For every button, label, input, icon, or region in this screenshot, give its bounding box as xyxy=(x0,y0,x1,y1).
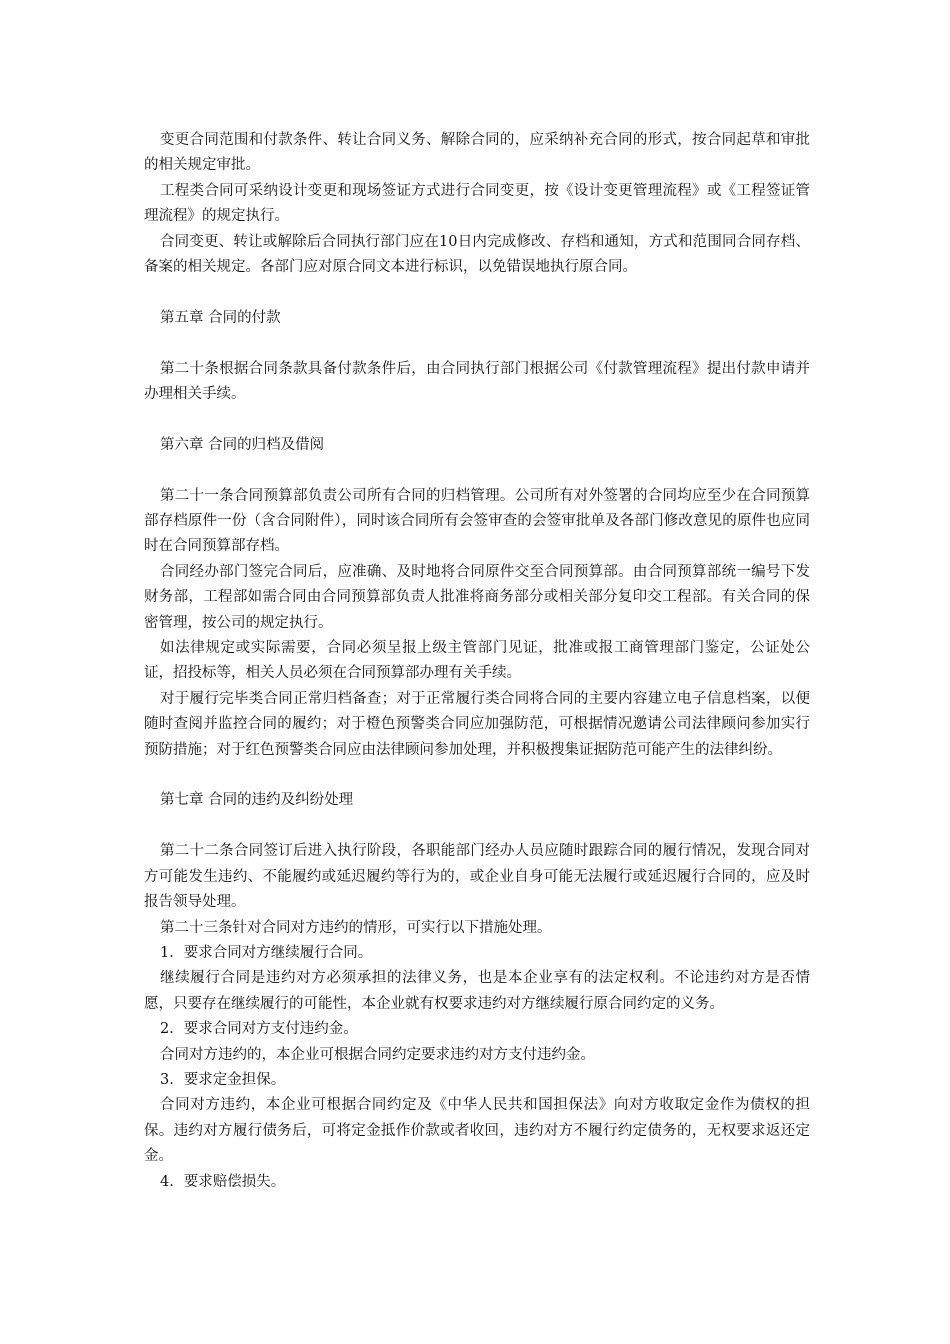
list-item-1: 1．要求合同对方继续履行合同。 xyxy=(160,944,373,961)
chapter-7-heading: 第七章 合同的违约及纠纷处理 xyxy=(160,792,354,809)
paragraph-change-filing: 合同变更、转让或解除后合同执行部门应在10日内完成修改、存档和通知，方式和范围同合同存档、备案的相关规定。各部门应对原合同文本进行标识，以免错误地执行原合同。 xyxy=(144,233,810,276)
list-item-2: 2．要求合同对方支付违约金。 xyxy=(160,1021,358,1038)
spacer xyxy=(144,814,810,839)
chapter-5-heading: 第五章 合同的付款 xyxy=(160,309,281,326)
spacer xyxy=(144,331,810,356)
paragraph-notarization: 如法律规定或实际需要，合同必须呈报上级主管部门见证，批准或报工商管理部门鉴定，公证处公证，招投标等，相关人员必须在合同预算部办理有关手续。 xyxy=(144,640,810,682)
paragraph-warning-archiving: 对于履行完毕类合同正常归档备查；对于正常履行类合同将合同的主要内容建立电子信息档案，以便随时查阅并监控合同的履约；对于橙色预警类合同应加强防范，可根据情况邀请公司法律顾问参加实行预防措施；对于红色预警类合同应由法律顾问参加处理，并积极搜集证据防范可能产生的法律纠纷。 xyxy=(144,690,810,758)
article-20: 第二十条根据合同条款具备付款条件后，由合同执行部门根据公司《付款管理流程》提出付款申请并办理相关手续。 xyxy=(144,360,810,403)
list-item-3-text: 合同对方违约，本企业可根据合同约定及《中华人民共和国担保法》向对方收取定金作为债权的担保。违约对方履行债务后，可将定金抵作价款或者收回，违约对方不履行约定债务的，无权要求返还定金。 xyxy=(144,1097,810,1165)
document-page xyxy=(144,128,810,1195)
article-22: 第二十二条合同签订后进入执行阶段，各职能部门经办人员应随时跟踪合同的履行情况，发现合同对方可能发生违约、不能履约或延迟履约等行为的，或企业自身可能无法履行或延迟履行合同的，应及时报告领导处理。 xyxy=(144,843,810,911)
paragraph-engineering-change: 工程类合同可采纳设计变更和现场签证方式进行合同变更，按《设计变更管理流程》或《工程签证管理流程》的规定执行。 xyxy=(144,182,810,225)
paragraph-original-handover: 合同经办部门签完合同后，应准确、及时地将合同原件交至合同预算部。由合同预算部统一编号下发财务部，工程部如需合同由合同预算部负责人批准将商务部分或相关部分复印交工程部。有关合同的保密管理，按公司的规定执行。 xyxy=(144,563,810,631)
article-21: 第二十一条合同预算部负责公司所有合同的归档管理。公司所有对外签署的合同均应至少在合同预算部存档原件一份（含合同附件），同时该合同所有会签审查的会签审批单及各部门修改意见的原件也应同时在合同预算部存档。 xyxy=(144,487,810,555)
article-23: 第二十三条针对合同对方违约的情形，可实行以下措施处理。 xyxy=(160,919,552,936)
spacer xyxy=(144,458,810,483)
list-item-1-text: 继续履行合同是违约对方必须承担的法律义务，也是本企业享有的法定权利。不论违约对方是否情愿，只要存在继续履行的可能性，本企业就有权要求违约对方继续履行原合同约定的义务。 xyxy=(144,970,810,1012)
paragraph-contract-change-scope: 变更合同范围和付款条件、转让合同义务、解除合同的，应采纳补充合同的形式，按合同起草和审批的相关规定审批。 xyxy=(144,132,810,174)
spacer xyxy=(144,407,810,432)
spacer xyxy=(144,763,810,788)
chapter-6-heading: 第六章 合同的归档及借阅 xyxy=(160,436,325,453)
spacer xyxy=(144,280,810,305)
list-item-3: 3．要求定金担保。 xyxy=(160,1071,286,1088)
list-item-4: 4．要求赔偿损失。 xyxy=(160,1173,286,1190)
list-item-2-text: 合同对方违约的，本企业可根据合同约定要求违约对方支付违约金。 xyxy=(160,1046,595,1063)
